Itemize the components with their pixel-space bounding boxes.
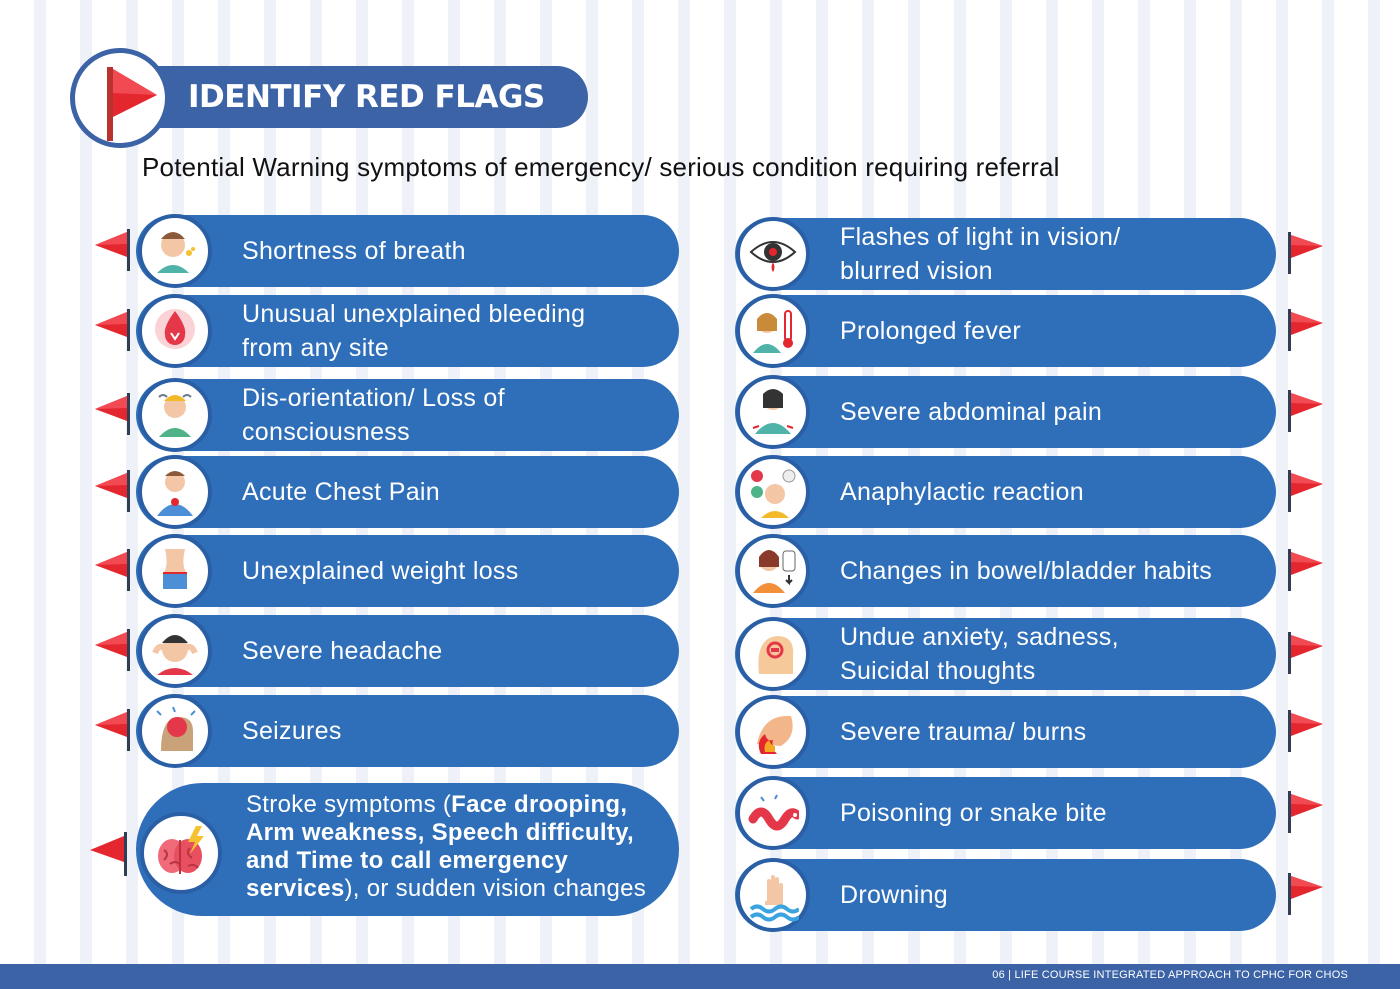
symptom-line: Prolonged fever [840, 317, 1022, 345]
allergic-reaction-icon [747, 464, 799, 520]
footer-bar [0, 964, 1400, 989]
stroke-text-prefix: Stroke symptoms ( [246, 791, 452, 818]
left-symptom-text [242, 554, 662, 588]
red-flag-icon [94, 309, 134, 353]
symptom-line: Unusual unexplained bleeding [242, 300, 586, 328]
symptom-line: from any site [242, 334, 390, 362]
symptom-line: Severe abdominal pain [840, 398, 1103, 426]
left-symptom-icon-circle [138, 455, 212, 529]
symptom-line: blurred vision [840, 257, 993, 285]
symptom-line: Dis-orientation/ Loss of [242, 384, 505, 412]
red-flag-icon [1286, 632, 1326, 676]
snake-icon [747, 785, 799, 841]
red-flag-icon [94, 470, 134, 514]
stroke-icon-circle [140, 812, 222, 894]
red-flag-icon [1286, 470, 1326, 514]
brain-lightning-icon [152, 824, 210, 882]
right-symptom-text [840, 395, 1265, 429]
symptom-line: Shortness of breath [242, 237, 466, 265]
right-symptom-icon-circle [736, 294, 810, 368]
dizzy-person-icon [149, 387, 201, 443]
red-flag-icon [94, 629, 134, 673]
page-title: IDENTIFY RED FLAGS [188, 79, 545, 115]
symptom-line: Severe trauma/ burns [840, 718, 1087, 746]
right-symptom-text [840, 620, 1265, 688]
drowning-hand-icon [747, 867, 799, 923]
right-symptom-text [840, 715, 1265, 749]
right-symptom-icon-circle [736, 375, 810, 449]
right-symptom-text [840, 554, 1265, 588]
symptom-line: Changes in bowel/bladder habits [840, 557, 1213, 585]
right-symptom-text [840, 796, 1265, 830]
left-symptom-icon-circle [138, 378, 212, 452]
left-symptom-icon-circle [138, 694, 212, 768]
left-symptom-text [242, 234, 662, 268]
red-flag-icon [94, 549, 134, 593]
bowel-bladder-icon [747, 543, 799, 599]
red-flag-icon [94, 229, 134, 273]
stroke-text-suffix: ), or sudden vision changes [344, 875, 647, 902]
abdominal-pain-icon [747, 384, 799, 440]
footer-text: 06 | LIFE COURSE INTEGRATED APPROACH TO CPHC FOR CHOS [992, 969, 1348, 981]
red-flag-icon [94, 709, 134, 753]
symptom-line: Poisoning or snake bite [840, 799, 1107, 827]
fever-thermometer-icon [747, 303, 799, 359]
left-symptom-icon-circle [138, 534, 212, 608]
stroke-text-bold: Face drooping, Arm weakness, Speech difficulty, and Time to call emergency services [246, 791, 634, 902]
right-symptom-text [840, 314, 1265, 348]
stroke-text [246, 791, 666, 903]
headache-icon [149, 623, 201, 679]
stroke-red-flag-icon [88, 832, 130, 878]
symptom-line: Acute Chest Pain [242, 478, 440, 506]
right-symptom-text [840, 220, 1265, 288]
right-symptom-icon-circle [736, 695, 810, 769]
symptom-line: Drowning [840, 881, 949, 909]
symptom-line: Suicidal thoughts [840, 657, 1036, 685]
red-flag-icon [94, 393, 134, 437]
burn-injury-icon [747, 704, 799, 760]
red-flag-icon [1286, 791, 1326, 835]
right-symptom-icon-circle [736, 534, 810, 608]
red-flag-icon [1286, 309, 1326, 353]
header-flag-badge [70, 48, 170, 148]
left-symptom-text [242, 475, 662, 509]
right-symptom-icon-circle [736, 776, 810, 850]
seizure-brain-icon [149, 703, 201, 759]
symptom-line: Severe headache [242, 637, 443, 665]
chest-pain-icon [149, 464, 201, 520]
left-symptom-icon-circle [138, 214, 212, 288]
right-symptom-icon-circle [736, 617, 810, 691]
symptom-line: consciousness [242, 418, 410, 446]
left-symptom-icon-circle [138, 294, 212, 368]
left-symptom-icon-circle [138, 614, 212, 688]
red-flag-icon [91, 63, 161, 143]
symptom-line: Seizures [242, 717, 342, 745]
symptom-line: Undue anxiety, sadness, [840, 623, 1119, 651]
symptom-line: Anaphylactic reaction [840, 478, 1084, 506]
blood-drop-icon [149, 303, 201, 359]
red-flag-icon [1286, 710, 1326, 754]
right-symptom-icon-circle [736, 455, 810, 529]
right-symptom-text [840, 475, 1265, 509]
left-symptom-text [242, 297, 662, 365]
symptom-line: Flashes of light in vision/ [840, 223, 1121, 251]
right-symptom-icon-circle [736, 858, 810, 932]
red-flag-icon [1286, 390, 1326, 434]
thin-waist-icon [149, 543, 201, 599]
left-symptom-text [242, 634, 662, 668]
red-flag-icon [1286, 549, 1326, 593]
anxious-head-icon [747, 626, 799, 682]
left-symptom-text [242, 381, 662, 449]
red-flag-icon [1286, 232, 1326, 276]
left-symptom-text [242, 714, 662, 748]
eye-icon [747, 226, 799, 282]
subtitle: Potential Warning symptoms of emergency/ serious condition requiring referral [142, 152, 1060, 182]
breathing-person-icon [149, 223, 201, 279]
right-symptom-icon-circle [736, 217, 810, 291]
symptom-line: Unexplained weight loss [242, 557, 519, 585]
red-flag-icon [1286, 873, 1326, 917]
right-symptom-text [840, 878, 1265, 912]
